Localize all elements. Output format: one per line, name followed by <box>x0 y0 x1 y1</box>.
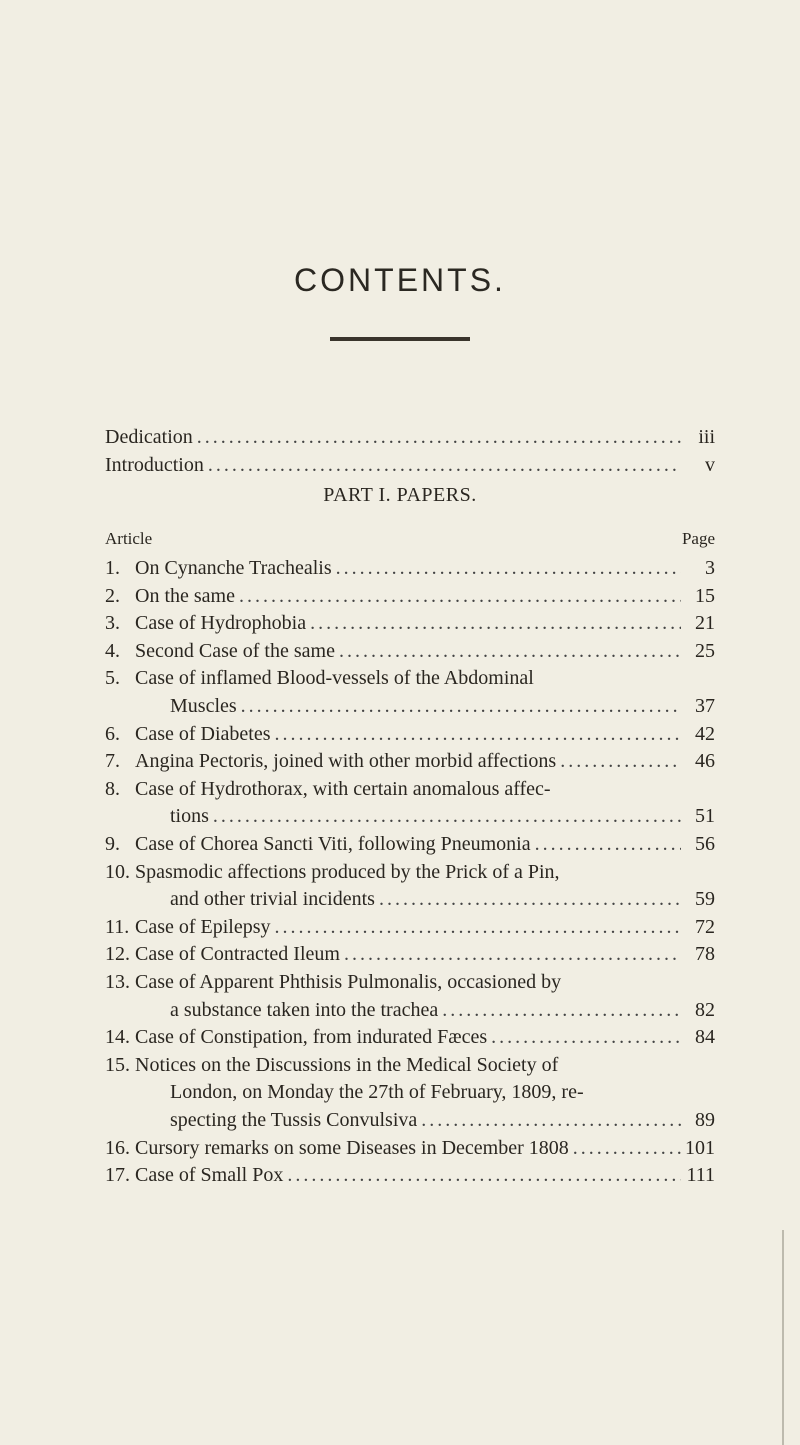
toc-entry-number: 9. <box>105 833 120 855</box>
toc-front-introduction[interactable] <box>105 452 715 478</box>
toc-page: 56 <box>695 833 715 855</box>
page-title: CONTENTS. <box>294 262 506 298</box>
leader-dots <box>491 1024 681 1050</box>
toc-entry-title: Second Case of the same <box>135 640 335 662</box>
toc-entry-title: Angina Pectoris, joined with other morbid affections <box>135 750 557 772</box>
toc-entry-text <box>105 1052 558 1078</box>
toc-page: 46 <box>695 750 715 772</box>
toc-label: Dedication <box>105 426 193 448</box>
toc-entry-text <box>105 831 531 857</box>
toc-entry-title: and other trivial incidents <box>170 888 375 910</box>
toc-entry-12[interactable] <box>105 941 715 967</box>
toc-entry-title: Case of inflamed Blood-vessels of the Abdominal <box>135 667 534 689</box>
toc-entry-number: 11. <box>105 916 130 938</box>
toc-entry-number: 14. <box>105 1026 130 1048</box>
toc-entry-number: 6. <box>105 723 120 745</box>
leader-dots <box>241 693 681 719</box>
toc-entry-13[interactable] <box>105 969 715 995</box>
toc-entry-title: Case of Diabetes <box>135 723 271 745</box>
leader-dots <box>275 721 681 747</box>
toc-entry-11[interactable] <box>105 914 715 940</box>
toc-entry-text <box>105 941 340 967</box>
toc-entry-number: 12. <box>105 943 130 965</box>
toc-entry-text <box>105 914 271 940</box>
toc-entry-1[interactable] <box>105 555 715 581</box>
toc-entry-text <box>105 748 556 774</box>
toc-entry-text <box>105 638 335 664</box>
toc-entry-14[interactable] <box>105 1024 715 1050</box>
part-heading: PART I. PAPERS. <box>323 484 477 506</box>
toc-entry-text <box>105 969 561 995</box>
toc-entry-title: Case of Apparent Phthisis Pulmonalis, occasioned by <box>135 971 562 993</box>
leader-dots <box>287 1162 681 1188</box>
toc-entry-7[interactable] <box>105 748 715 774</box>
toc-entry-number: 5. <box>105 667 120 689</box>
toc-entry-2[interactable] <box>105 583 715 609</box>
toc-page: 101 <box>685 1137 715 1159</box>
toc-entry-text <box>105 1024 487 1050</box>
page-edge-shadow <box>782 1230 784 1445</box>
toc-entry-title: Notices on the Discussions in the Medical Society of <box>135 1054 559 1076</box>
toc-page: v <box>705 454 715 476</box>
leader-dots <box>560 748 681 774</box>
toc-entry-text <box>105 693 237 719</box>
toc-entry-15-cont-1[interactable] <box>105 1079 715 1105</box>
toc-entry-text <box>105 886 375 912</box>
toc-entry-title: Case of Constipation, from indurated Fæces <box>135 1026 488 1048</box>
toc-page: 59 <box>695 888 715 910</box>
toc-entry-13-cont-1[interactable] <box>105 997 715 1023</box>
toc-entry-number: 15. <box>105 1054 130 1076</box>
leader-dots <box>336 555 681 581</box>
leader-dots <box>442 997 681 1023</box>
column-header-article: Article <box>105 529 153 548</box>
toc-entry-title: specting the Tussis Convulsiva <box>170 1109 418 1131</box>
toc-entry-number: 1. <box>105 557 120 579</box>
toc-entry-15[interactable] <box>105 1052 715 1078</box>
leader-dots <box>197 424 681 450</box>
toc-entry-text <box>105 1162 283 1188</box>
toc-entry-title: On the same <box>135 585 235 607</box>
leader-dots <box>344 941 681 967</box>
leader-dots <box>213 803 681 829</box>
toc-entry-number: 8. <box>105 778 120 800</box>
toc-entry-title: Case of Hydrophobia <box>135 612 307 634</box>
toc-entry-15-cont-2[interactable] <box>105 1107 715 1133</box>
toc-entry-text <box>105 555 332 581</box>
toc-entry-text <box>105 721 271 747</box>
toc-entry-title: On Cynanche Trachealis <box>135 557 332 579</box>
toc-page: 84 <box>695 1026 715 1048</box>
toc-page: 111 <box>686 1164 715 1186</box>
toc-entry-title: London, on Monday the 27th of February, 1809, re- <box>170 1081 584 1103</box>
toc-entry-title: tions <box>170 805 209 827</box>
toc-page: 42 <box>695 723 715 745</box>
toc-entry-number: 7. <box>105 750 120 772</box>
toc-front-dedication[interactable] <box>105 424 715 450</box>
toc-page: 78 <box>695 943 715 965</box>
leader-dots <box>573 1135 681 1161</box>
toc-entry-text <box>105 1107 417 1133</box>
leader-dots <box>208 452 681 478</box>
toc-entry-title: a substance taken into the trachea <box>170 999 439 1021</box>
toc-page: 25 <box>695 640 715 662</box>
toc-page: 3 <box>705 557 715 579</box>
toc-entry-text <box>105 583 235 609</box>
toc-entry-text <box>105 1135 569 1161</box>
toc-page: 72 <box>695 916 715 938</box>
toc-entry-title: Spasmodic affections produced by the Prick of a Pin, <box>135 861 560 883</box>
toc-entry-number: 13. <box>105 971 130 993</box>
toc-entry-text <box>105 1079 584 1105</box>
leader-dots <box>310 610 681 636</box>
toc-entry-number: 17. <box>105 1164 130 1186</box>
toc-page: 51 <box>695 805 715 827</box>
toc-entry-number: 3. <box>105 612 120 634</box>
toc-page: 15 <box>695 585 715 607</box>
toc-entry-title: Case of Chorea Sancti Viti, following Pneumonia <box>135 833 531 855</box>
toc-entry-number: 10. <box>105 861 130 883</box>
toc-entry-6[interactable] <box>105 721 715 747</box>
toc-entry-title: Cursory remarks on some Diseases in December 1808 <box>135 1137 569 1159</box>
toc-entry-4[interactable] <box>105 638 715 664</box>
toc-entry-text <box>105 610 306 636</box>
leader-dots <box>421 1107 681 1133</box>
leader-dots <box>535 831 681 857</box>
ornamental-rule <box>330 337 470 341</box>
toc-entry-title: Case of Epilepsy <box>135 916 271 938</box>
toc-entry-number: 16. <box>105 1137 130 1159</box>
leader-dots <box>379 886 681 912</box>
toc-entry-title: Case of Hydrothorax, with certain anomalous affec- <box>135 778 551 800</box>
toc-page: 37 <box>695 695 715 717</box>
toc-entry-9[interactable] <box>105 831 715 857</box>
toc-entry-10[interactable] <box>105 859 715 885</box>
toc-entry-8-cont-1[interactable] <box>105 803 715 829</box>
toc-page: 82 <box>695 999 715 1021</box>
toc-entry-text <box>105 859 560 885</box>
toc-entry-10-cont-1[interactable] <box>105 886 715 912</box>
toc-entry-text <box>105 803 209 829</box>
toc-entry-5[interactable] <box>105 665 715 691</box>
toc-entry-8[interactable] <box>105 776 715 802</box>
leader-dots <box>339 638 681 664</box>
toc-entry-text <box>105 997 438 1023</box>
toc-page: 89 <box>695 1109 715 1131</box>
toc-entry-text <box>105 665 534 691</box>
leader-dots <box>239 583 681 609</box>
toc-entry-text <box>105 776 551 802</box>
toc-entry-17[interactable] <box>105 1162 715 1188</box>
toc-entry-title: Muscles <box>170 695 237 717</box>
toc-entry-number: 2. <box>105 585 120 607</box>
toc-entry-3[interactable] <box>105 610 715 636</box>
toc-page: 21 <box>695 612 715 634</box>
column-header-page: Page <box>681 529 715 548</box>
toc-entry-number: 4. <box>105 640 120 662</box>
toc-entry-title: Case of Small Pox <box>135 1164 284 1186</box>
toc-entry-5-cont-1[interactable] <box>105 693 715 719</box>
toc-page: iii <box>698 426 715 448</box>
leader-dots <box>275 914 681 940</box>
toc-entry-16[interactable] <box>105 1135 715 1161</box>
toc-entry-title: Case of Contracted Ileum <box>135 943 340 965</box>
toc-label: Introduction <box>105 454 204 476</box>
